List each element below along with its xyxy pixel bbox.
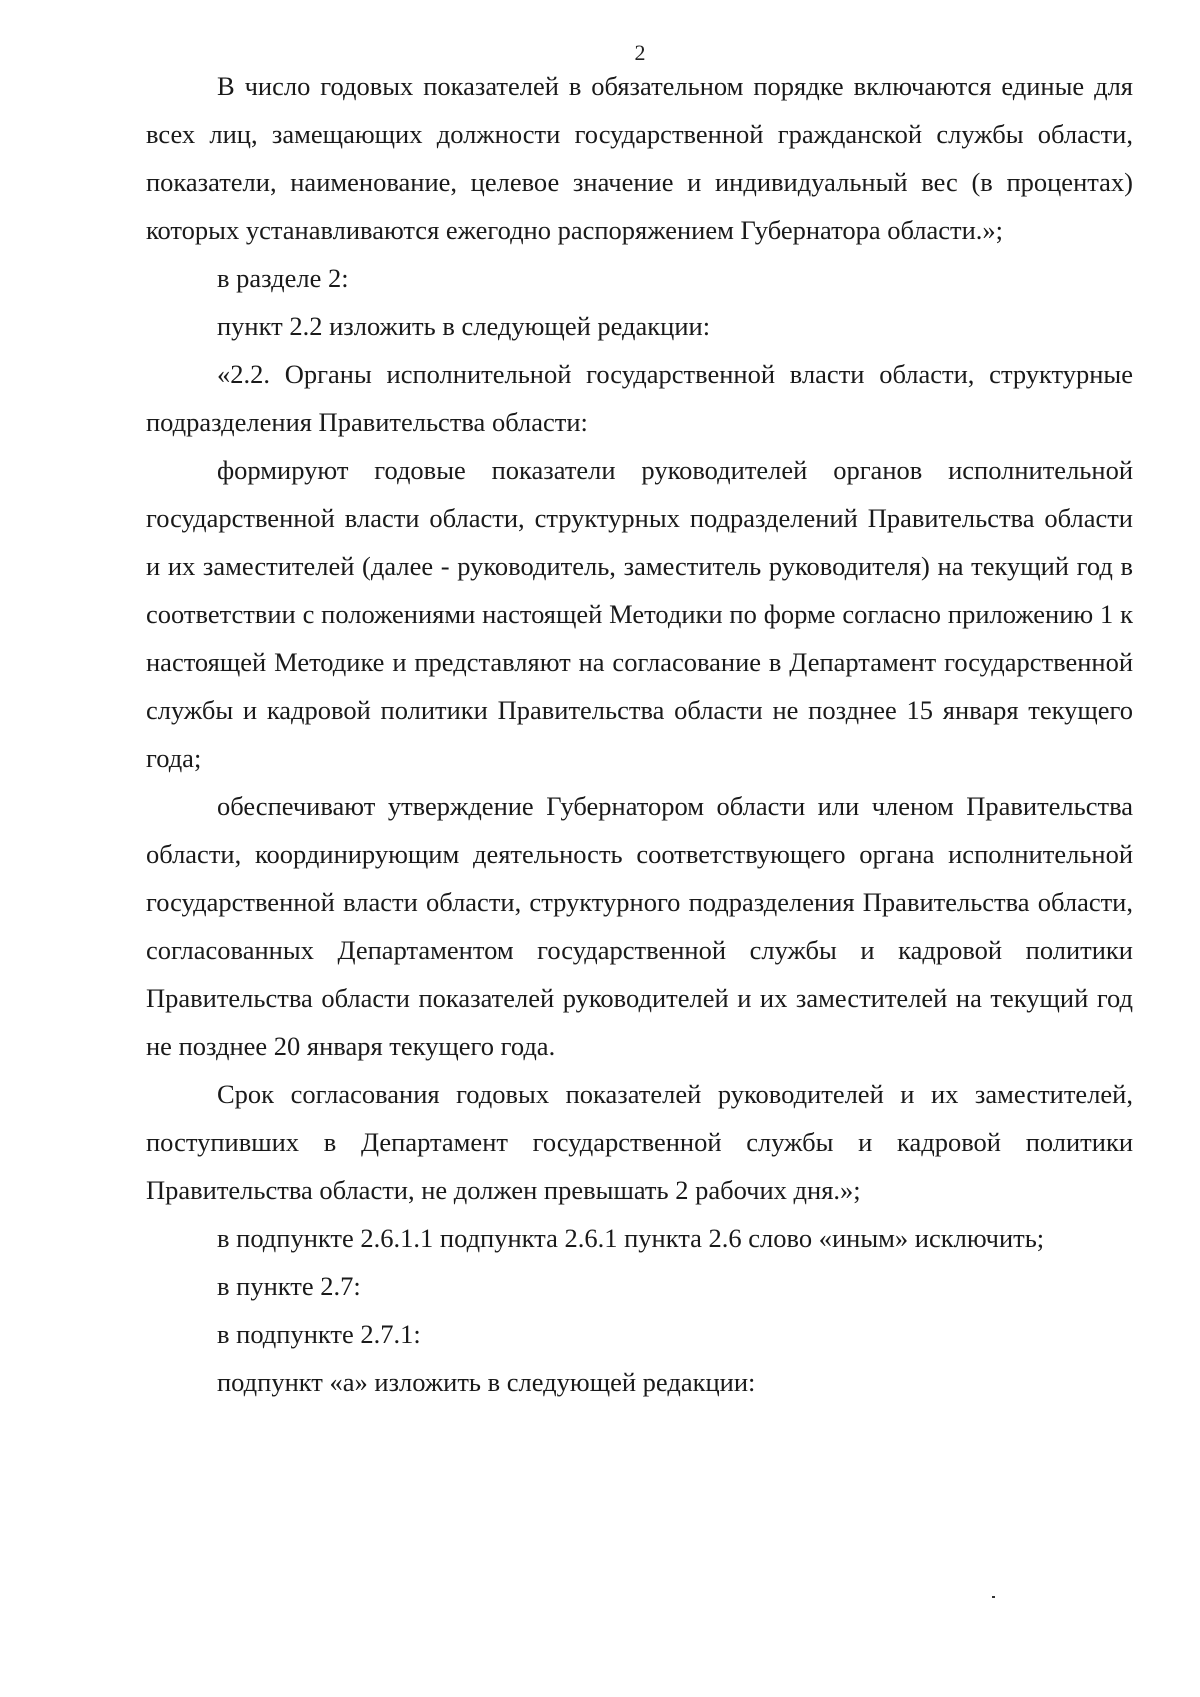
paragraph-item-2-2-intro: пункт 2.2 изложить в следующей редакции: <box>217 311 711 341</box>
page-number: 2 <box>634 40 646 65</box>
paragraph-section-2: в разделе 2: <box>217 263 349 293</box>
paragraph-subitem-a: подпункт «а» изложить в следующей редакции: <box>217 1367 756 1397</box>
paragraph-form-indicators: формируют годовые показатели руководителей органов исполнительной государственной власти области, структурных подразделений Правительства области и их заместителей (далее - руководитель, заместитель руководителя) на текущий год в соответствии с положениями настоящей Методики по форме согласно приложению 1 к настоящей Методике и представляют на согласование в Департамент государственной службы и кадровой политики Правительства области не позднее 15 января текущего года; <box>146 455 1133 773</box>
paragraph-ensure-approval: обеспечивают утверждение Губернатором области или членом Правительства области, координирующим деятельность соответствующего органа исполнительной государственной власти области, структурного подразделения Правительства области, согласованных Департаментом государственной службы и кадровой политики Правительства области показателей руководителей и их заместителей на текущий год не позднее 20 января текущего года. <box>146 791 1133 1061</box>
document-body <box>146 62 1133 1406</box>
paragraph-subitem-2-7-1: в подпункте 2.7.1: <box>217 1319 421 1349</box>
scan-speck <box>992 1596 995 1598</box>
paragraph-approval-term: Срок согласования годовых показателей руководителей и их заместителей, поступивших в Департамент государственной службы и кадровой политики Правительства области, не должен превышать 2 рабочих дня.»; <box>146 1079 1133 1205</box>
paragraph-item-2-7: в пункте 2.7: <box>217 1271 361 1301</box>
paragraph-subitem-2-6-1-1: в подпункте 2.6.1.1 подпункта 2.6.1 пункта 2.6 слово «иным» исключить; <box>217 1223 1045 1253</box>
paragraph-item-2-2: «2.2. Органы исполнительной государственной власти области, структурные подразделения Правительства области: <box>146 359 1133 437</box>
paragraph-annual-indicators: В число годовых показателей в обязательном порядке включаются единые для всех лиц, замещающих должности государственной гражданской службы области, показатели, наименование, целевое значение и индивидуальный вес (в процентах) которых устанавливаются ежегодно распоряжением Губернатора области.»; <box>146 71 1133 245</box>
